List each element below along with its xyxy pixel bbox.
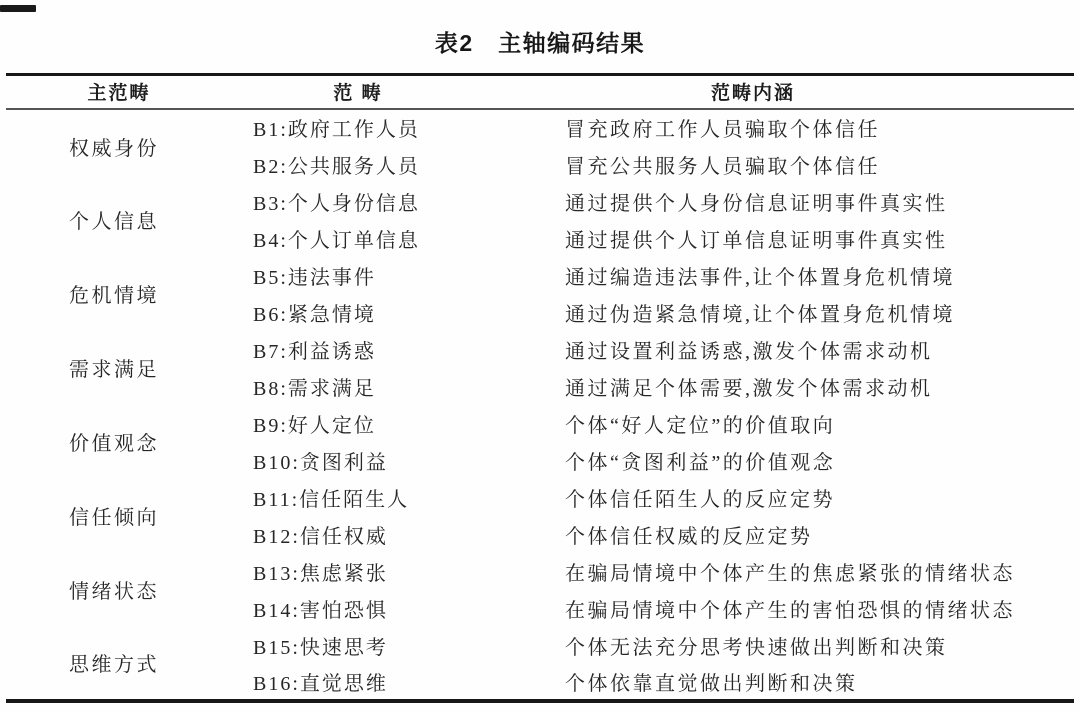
main-category-cell: 需求满足 [69, 359, 159, 381]
category-cell: B6:紧急情境 [253, 303, 376, 326]
table-row [6, 183, 1074, 220]
table-row [6, 109, 1074, 146]
connotation-cell: 通过提供个人订单信息证明事件真实性 [565, 229, 948, 252]
category-cell: B9:好人定位 [253, 414, 376, 437]
connotation-cell: 在骗局情境中个体产生的焦虑紧张的情绪状态 [565, 562, 1015, 585]
table-row [6, 479, 1074, 516]
connotation-cell: 通过满足个体需要,激发个体需求动机 [565, 377, 933, 400]
category-cell: B5:违法事件 [253, 266, 376, 289]
category-cell: B13:焦虑紧张 [253, 562, 388, 585]
main-category-cell: 危机情境 [69, 285, 159, 307]
table-row [6, 405, 1074, 442]
connotation-cell: 个体依靠直觉做出判断和决策 [565, 672, 858, 695]
main-category-cell: 思维方式 [69, 654, 159, 676]
connotation-cell: 个体信任陌生人的反应定势 [565, 488, 835, 511]
table-row [6, 257, 1074, 294]
scan-artifact-mark [0, 5, 36, 12]
connotation-cell: 个体无法充分思考快速做出判断和决策 [565, 636, 948, 659]
main-category-cell: 个人信息 [69, 211, 159, 233]
connotation-cell: 冒充政府工作人员骗取个体信任 [565, 119, 880, 141]
category-cell: B4:个人订单信息 [253, 229, 420, 252]
main-category-cell: 情绪状态 [69, 581, 159, 603]
category-cell: B16:直觉思维 [253, 672, 388, 695]
category-cell: B2:公共服务人员 [253, 155, 420, 178]
category-cell: B14:害怕恐惧 [253, 599, 388, 622]
category-cell: B15:快速思考 [253, 636, 388, 659]
category-cell: B8:需求满足 [253, 377, 376, 400]
connotation-cell: 通过伪造紧急情境,让个体置身危机情境 [565, 303, 955, 326]
category-cell: B10:贪图利益 [253, 451, 388, 474]
connotation-cell: 个体“贪图利益”的价值观念 [565, 451, 836, 474]
axial-coding-table [6, 73, 1074, 703]
header-row [6, 75, 1074, 109]
connotation-cell: 个体“好人定位”的价值取向 [565, 414, 836, 437]
category-cell: B3:个人身份信息 [253, 192, 420, 215]
category-cell: B1:政府工作人员 [253, 119, 420, 141]
connotation-cell: 在骗局情境中个体产生的害怕恐惧的情绪状态 [565, 599, 1015, 622]
table-row [6, 331, 1074, 368]
table-row [6, 553, 1074, 590]
category-cell: B11:信任陌生人 [253, 488, 410, 511]
connotation-cell: 个体信任权威的反应定势 [565, 525, 813, 548]
header-connotation: 范畴内涵 [540, 75, 1074, 109]
table-title: 表2 主轴编码结果 [434, 30, 646, 56]
main-category-cell: 信任倾向 [69, 507, 159, 529]
category-cell: B7:利益诱惑 [253, 340, 376, 363]
connotation-cell: 通过设置利益诱惑,激发个体需求动机 [565, 340, 933, 363]
category-cell: B12:信任权威 [253, 525, 388, 548]
main-category-cell: 权威身份 [69, 137, 159, 160]
connotation-cell: 冒充公共服务人员骗取个体信任 [565, 155, 880, 178]
main-category-cell: 价值观念 [69, 433, 159, 455]
header-main-category: 主范畴 [6, 75, 232, 109]
connotation-cell: 通过提供个人身份信息证明事件真实性 [565, 192, 948, 215]
header-category: 范 畴 [232, 75, 540, 109]
table-row [6, 627, 1074, 664]
connotation-cell: 通过编造违法事件,让个体置身危机情境 [565, 266, 955, 289]
